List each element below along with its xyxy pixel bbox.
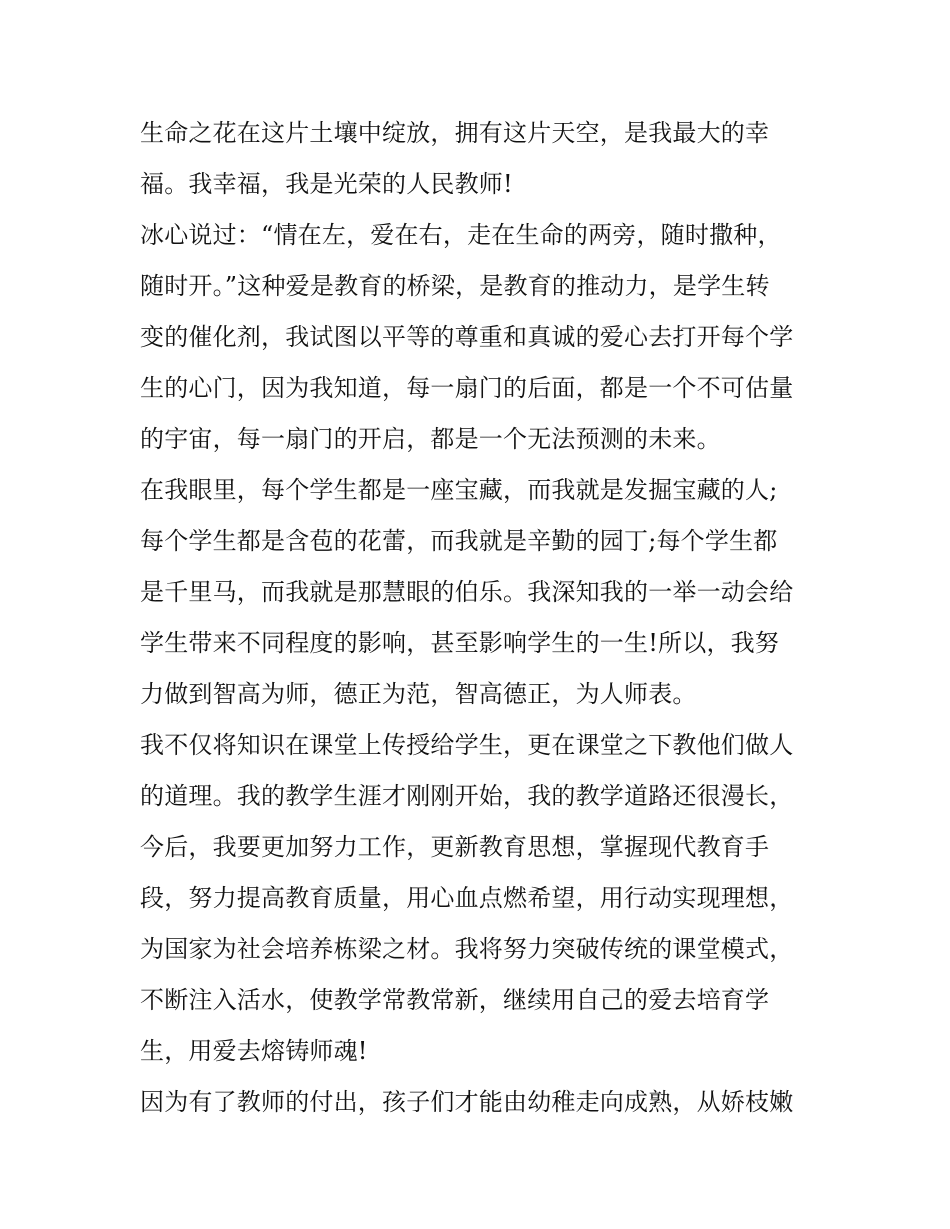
document-body — [140, 108, 820, 1128]
text-line: 段，努力提高教育质量，用心血点燃希望，用行动实现理想， — [140, 884, 794, 912]
text-line: 力做到智高为师，德正为范，智高德正，为人师表。 — [140, 680, 697, 708]
text-line: 变的催化剂，我试图以平等的尊重和真诚的爱心去打开每个学 — [140, 323, 794, 351]
text-line: 学生带来不同程度的影响，甚至影响学生的一生!所以，我努 — [140, 629, 780, 657]
text-line: 福。我幸福，我是光荣的人民教师! — [140, 170, 513, 198]
text-line: 的宇宙，每一扇门的开启，都是一个无法预测的未来。 — [140, 425, 721, 453]
text-line: 生的心门，因为我知道，每一扇门的后面，都是一个不可估量 — [140, 374, 794, 402]
text-line: 因为有了教师的付出，孩子们才能由幼稚走向成熟，从娇枝嫩 — [140, 1088, 794, 1116]
text-line: 是千里马，而我就是那慧眼的伯乐。我深知我的一举一动会给 — [140, 578, 794, 606]
text-line: 的道理。我的教学生涯才刚刚开始，我的教学道路还很漫长， — [140, 782, 794, 810]
text-line: 在我眼里，每个学生都是一座宝藏，而我就是发掘宝藏的人; — [140, 476, 778, 504]
text-line: 我不仅将知识在课堂上传授给学生，更在课堂之下教他们做人 — [140, 731, 794, 759]
text-line: 生命之花在这片土壤中绽放，拥有这片天空，是我最大的幸 — [140, 119, 770, 147]
text-line: 生，用爱去熔铸师魂! — [140, 1037, 368, 1065]
text-line: 不断注入活水，使教学常教常新，继续用自己的爱去培育学 — [140, 986, 770, 1014]
text-line: 为国家为社会培养栋梁之材。我将努力突破传统的课堂模式， — [140, 935, 794, 963]
text-line: 每个学生都是含苞的花蕾，而我就是辛勤的园丁;每个学生都 — [140, 527, 778, 555]
text-line: 随时开。”这种爱是教育的桥梁，是教育的推动力，是学生转 — [140, 272, 770, 300]
text-line: 冰心说过：“情在左，爱在右，走在生命的两旁，随时撒种， — [140, 221, 782, 249]
text-line: 今后，我要更加努力工作，更新教育思想，掌握现代教育手 — [140, 833, 770, 861]
